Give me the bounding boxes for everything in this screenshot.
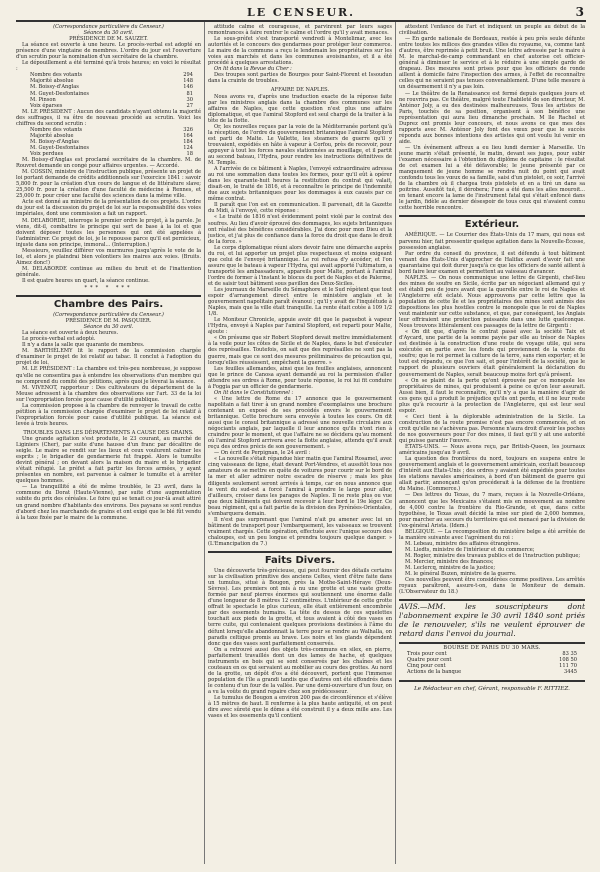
section-heading-chambre-des-pairs: Chambre des Pairs. bbox=[53, 299, 164, 311]
paragraph: Le tumulus de Bougon a environ 200 pas de circonférence et s'élève à 15 mètres de haut. Il renferme à la plus haute antiquité, et on peut dire avec sûreté que le dôme a été construit il y a deux mille ans. Les vases et les ossements qu'il contient bbox=[208, 695, 392, 720]
paragraph: Nous avons vu, d'après une traduction exacte de la réponse faite par les ministres anglais dans la chambre des communes sur les affaires de Naples, que cette question n'est plus une affaire diplomatique, et que l'amiral Stopford est seul chargé de la traiter à la tête de la flotte. bbox=[208, 93, 392, 124]
vote-row: M. Guyet-Desfontaines 124 bbox=[30, 144, 193, 151]
vote-row: Voix éparses 27 bbox=[30, 102, 193, 109]
paragraph: — Des lettres du Texas, du 7 mars, reçues à la Nouvelle-Orléans, annoncent que les Mexicains s'étaient mis en mouvement au nombre de 4,000 contre la frontière du Rio-Grande, et que, dans cette hypothèse, le Texas avait décidé la mise sur pied de 2,000 hommes, pour marcher au secours du territoire qui est menacé par la division de l'ex-général Arista. (Idem.) bbox=[399, 492, 585, 529]
bourse-row: Quatre pour cent 108 50 bbox=[407, 657, 577, 664]
paragraph: Il n'y a dans la salle que quarante de membres. bbox=[22, 342, 145, 349]
paragraph: AMÉRIQUE. — Le Courrier des États-Unis du 17 mars, qui nous est parvenu hier, fait pressentir quelque agitation dans la Nouvelle-Écosse, possession anglaise. bbox=[399, 232, 585, 251]
paragraph: Par ordre du conseil du province, il est défendu à tout bâtiment venant des États-Unis d'approcher de Halifax avant d'avoir fait une quarantaine qui doit durer jusqu'à ce que les officiers de santé aillent à bord faire leur examen et permettent au vaisseau d'avancer. bbox=[399, 250, 585, 275]
editor-signature: Le Rédacteur en chef, Gérant, responsable F. RITTIEZ. bbox=[414, 685, 570, 692]
column-1 bbox=[16, 24, 201, 864]
vote-row: M. Boissy-d'Anglas 184 bbox=[30, 138, 193, 145]
paragraph: Messieurs, veuillez différer vos murmures jusqu'après le vote de la loi, et alors je plaindrai bien volontiers les maires aux voies. (Bruits. Aimez donc!) bbox=[16, 247, 201, 266]
section-rule bbox=[399, 215, 585, 217]
paragraph: BELGIQUE. — La recomposition du ministère belge a été arrêtée de la manière suivante avec l'agrément du roi : bbox=[399, 528, 585, 541]
paragraph: Des troupes sont parties de Bourges pour Saint-Florent et Issoudun dans la crainte de troubles. bbox=[208, 72, 392, 85]
masthead bbox=[16, 6, 586, 22]
session-date: Séance du 30 avril. bbox=[83, 324, 134, 331]
paragraph: La question des frontières du nord, toujours en suspens entre le gouvernement anglais et le gouvernement américain, excitait beaucoup d'intérêt aux États-Unis ; des ordres y avaient été expédiés pour toutes les stations navales américaines, à bord d'un bâtiment de guerre qui allait partir, annonçant qu'on procéderait à la défense de la frontière du Maine. (Commerce.) bbox=[399, 456, 585, 493]
paragraph: — En garde nationale de Bordeaux, restée à peu près seule défunte entre toutes les milices des grandes villes du royaume, va, comme tant d'autres, être reprimée à petit bruit. Une lettre adressée par le maire à M. le marchal-de-camp commandant en chef autorise cet officier-général à diminuer le service et à le réduire à une simple garde de drapeau. Des mesures sont prises pour que les officiers de ronde aillent à domicile faire l'inspection des armes, à l'effet de reconnaître celles qui ne seraient pas tenues convenablement. D'une telle mesure à un désarmement il n'y a pas loin. bbox=[399, 36, 585, 91]
paragraph: Il n'est pas surprenant que l'amiral n'ait pu amener avec lui un bâtiment de transport pour l'embarquement, les vaisseaux se trouvent vraiment chargés. Cette opération, effectuée avec l'unique secours des chaloupes, est un peu longue et prendra toujours quelque danger. » (L'Emancipation du 7.) bbox=[208, 516, 392, 547]
paragraph: — On écrit de Perpignan, le 24 avril : bbox=[214, 450, 311, 457]
section-heading-exterieur: Extérieur. bbox=[464, 219, 520, 231]
vote-row: M. Guyet-Desfontaines 81 bbox=[30, 90, 193, 97]
minister-item: M. Lebeau, ministre des affaires étrangères. bbox=[405, 540, 521, 547]
paragraph: — Un événement affreux a eu lieu lundi dernier à Marseille. Un jeune marin s'était présenté, le matin, devant ses juges, pour subir l'examen nécessaire à l'obtention du diplôme de capitaine : le résultat de cet examen lui a été défavorable; le jeune présenté par ce manquement de jeune homme se rendra nuit du point qui avait confondu tous les vœux de sa famille, saisi d'un pistolet, ce soir, l'arrivé de la chambre où il chargea trois pistolets et en a tiré un dans sa poitrine. Aussitôt tué, il dérobera; l'une a été dans les ailes mouroit... en tenant encore la lame de l'instrument fatal qui s'était enfoncé dans le jardin, fidèle au dernier désespoir de tous ceux qui n'avaient connu cette horrible rencontre. bbox=[399, 144, 585, 212]
paragraph: Il paraît que l'on est en communication. Il parvenait, dit la Gazette du Midi, à l'envoyé, cette réponse : bbox=[208, 202, 392, 215]
bourse-title: BOURSE DE PARIS DU 30 MARS. bbox=[443, 645, 541, 652]
newspaper-title: LE CENSEUR. bbox=[246, 6, 356, 19]
vote-row: M. Boissy-d'Anglas 146 bbox=[30, 84, 193, 91]
minister-item: M. Liedts, ministre de l'intérieur et du commerce; bbox=[405, 546, 535, 553]
paragraph: La commission propose à la chambre de renvoyer le travail de cette pétition à la commission chargée d'examiner le projet de loi relatif à l'expropriation forcée pour cause d'utilité publique. La séance est levée à trois heures. bbox=[16, 402, 201, 427]
separator: *** * *** bbox=[84, 285, 133, 292]
paragraph: « On dit que, d'après le contrat passé avec la société Taix et d'Aycard, une partie de la somme payée par elle au trésor de Naples est destinée à la construction d'une route de voyage utile, qui sera exécutée en partie avec les fonds qui proviennent de la vente du soufre; que le roi permet la culture de la terre, sans rien exporter; et le tout est répandu, ce que l'on sait, et pour l'intérêt de la société, que le rapport de plusieurs ouvriers était généralement la déclaration du gouvernement de Naples, serait beaucoup moins fort qu'à présent. bbox=[399, 329, 585, 378]
paragraph: attitude calme et courageuse, et parvinrent par leurs sages remontrances à faire rentrer le calme et l'ordre qu'il y avait menaces. bbox=[208, 24, 392, 37]
paragraph: M. Boissy-d'Anglas est proclamé secrétaire de la chambre. M. de Rouvret demande un congé pour affaires urgentes. — Accordé. bbox=[16, 157, 201, 170]
paragraph: Or, les nouvelles reçues par la voie de la Méditerranée portent qu'à la réception, de l'ordre du gouvernement britannique l'amiral Stopford est parti de Malte. Le Vallette, les steamers de guerre qu'il y trouvaient, expédiés en hâte à vapeur à Corfou, près de recevoir, pour appuyer à tout les forces navales stationnées au mouillage, et il partit au second bateau, l'Hydra, pour rendre les instructions définitives de M. Temple. bbox=[208, 123, 392, 167]
paragraph: M. BARTHÉLEMY lit le rapport de la commission chargée d'examiner le projet de loi relatif au tabac. Il conclut à l'adoption du projet de loi. bbox=[16, 348, 201, 367]
paragraph: On lit dans le Constitutionnel : bbox=[214, 389, 294, 396]
column-2 bbox=[208, 24, 392, 864]
paragraph: M. LE PRÉSIDENT : La chambre est très-peu nombreuse, je suppose qu'elle ne consentira pas à entendre les observations d'un membre qui ne comprend du comité des pétitions, après quoi je lèverai la séance. bbox=[16, 366, 201, 385]
bourse-row: Cinq pour cent 111 70 bbox=[407, 663, 577, 670]
vote-results-2 bbox=[16, 127, 201, 157]
bourse-row: Actions de la banque 3445 bbox=[407, 669, 577, 676]
paragraph: M. DELABORDE continue au milieu du bruit et de l'inattention générale. bbox=[16, 265, 201, 278]
section-rule bbox=[399, 680, 585, 682]
paragraph: Il est quatre heures un quart, la séance continue. bbox=[22, 277, 150, 284]
paragraph: A l'arrivée de ce bâtiment à Naples, l'envoyé extraordinaire adressa au roi une sommation dans toutes les formes, pour qu'il eût à opérer dans les quarante-huit heures la restitution du contrat qui valait, disait-on, le traité de 1816, et à reconnaître le principe de l'indemnité due aux sujets britanniques pour les dommages à eux causés par ce même contrat. bbox=[208, 166, 392, 203]
minister-item: M. Leclercq, ministre de la justice; bbox=[405, 565, 496, 572]
section-rule bbox=[399, 599, 585, 601]
paragraph: « Ceci tient à la déplorable administration de la Sicile. La construction de la route promise n'est pas encore commencée, et on croit qu'elle ne s'achèvera pas. Personne n'aura droit d'avoir les poches de nos gouverneurs pour l'or des mines, il faut qu'il y ait une autorité qui puisse garantir l'œuvre. bbox=[399, 413, 585, 445]
paragraph: M. COSSIN, ministre de l'instruction publique, présente un projet de loi portant demande de crédits additionnels sur l'exercice 1841 : savoir 5,800 fr. pour la création d'un cours de langue et de littérature slave; 25,500 fr. pour la création d'une faculté de médecine à Rennes, et 25,000 fr. pour créer une faculté des sciences dans la même ville. bbox=[16, 169, 201, 200]
correspondence-note: (Correspondance particulière du Censeur.) bbox=[53, 312, 164, 319]
subscription-notice: AVIS.—MM. les souscripteurs dont l'abonnement expire le 30 avril 1840 sont priés de le renouveler, s'ils ne veulent éprouver de retard dans l'envoi du journal. bbox=[399, 602, 585, 639]
paragraph: « On se plaint de la perte qu'ont éprouvée par ce monopole les propriétaires de mines, qui produisent à peine ce qu'on leur assurait. Aussi bien, il faut le reconnaître, qu'il n'y a que la manière d'agir de ces gens qui a produit le préjudice qu'ils ont perdu, et il ne leur reste plus qu'à recourir à la protection de l'Angleterre, qui est leur seul espoir. bbox=[399, 377, 585, 414]
correspondence-note: (Correspondance particulière du Censeur.) bbox=[53, 24, 164, 30]
section-rule bbox=[16, 295, 201, 297]
paragraph: « La nouvelle s'était répandue hier matin que l'amiral Rosamel, avec cinq vaisseaux de ligne, était devant Port-Vendres, et aussitôt tous nos amateurs de se mettre en quête de voitures pour courir sur le bord de la mer et aller admirer notre escadre de réserve ; mais les plus diligents seulement seront arrivés à temps, car on nous annonce que le vent du sud-est a forcé l'amiral à prendre le large pour aller, d'ailleurs, croiser dans les parages de Naples. Il ne reste plus ou vue que deux bâtiments qui doivent recevoir à leur bord le 19e léger. Ce beau régiment, qui a fait partie de la division des Pyrénées-Orientales, s'embarquera demain. bbox=[208, 456, 392, 517]
bourse-table bbox=[399, 651, 585, 675]
paragraph: La séance est ouverte à deux heures. bbox=[22, 330, 119, 337]
presidency: PRÉSIDENCE DE M. PASQUIER. bbox=[65, 318, 152, 325]
paragraph: On lit dans la Revue du Cher : bbox=[214, 66, 292, 73]
paragraph: On a retrouvé aussi des objets très-communs en silex, en pierre, parfaitement travaillés dont un des lames de hache, et quelques instruments en bois qui se sont conservés par les chaînes et les couteaux en os qui servaient au mobilier au cours des grottes. Au nord de la grotte, un dépôt d'os a été découvert, portent que l'immense population de l'île a grandi tandis que d'autres ont été effondrés dans le contenu d'un four de la vallée. Par une demi-ouverture d'un four, on a vu la voûte du grand repaire chez son prédécesseur. bbox=[208, 646, 392, 695]
vote-row: Majorité absolue 148 bbox=[30, 78, 193, 85]
vote-row: Nombre des votants 326 bbox=[30, 126, 193, 133]
section-rule bbox=[399, 642, 585, 644]
paragraph: Acte est donné au ministre de la présentation de ces projets. L'ordre du jour est la discussion du projet de loi sur la responsabilité des voies impériales, dont une commission a fait un rapport. bbox=[16, 199, 201, 218]
paragraph: « On présume que sir Robert Stopford devait mettre immédiatement à la voile pour les côtes de Sicile et de Naples, dans le but d'exécuter des représailles. Toutefois, on sait que des représailles ne sont pas la guerre, mais que ce sont des mesures préliminaires de précaution qui, lorsqu'elles réussissent, empêchent la guerre. » bbox=[208, 335, 392, 366]
paragraph: Le corps diplomatique réuni alors devoir faire une démarche auprès du roi, et lui apporter un projet plus respectueux et moins exigeant que celui de l'envoyé britannique. Le roi refusa d'y accéder, et l'on assure que le bateau à vapeur l'Hydra, qui avait apporté l'ultimatum, a transporté les ambassadeurs, appareils pour Malte, portant à l'amiral l'ordre de former à l'instant le blocus du port de Naples et de Palerme, et de saisir tout bâtiment sous pavillon des Deux-Siciles. bbox=[208, 244, 392, 287]
column-divider bbox=[395, 22, 396, 864]
vote-results-1 bbox=[16, 72, 201, 108]
bourse-row: Trois pour cent 83 35 bbox=[407, 651, 577, 658]
minister-item: M. Rogier, ministre des travaux publics et de l'instruction publique; bbox=[405, 552, 581, 559]
presidency: PRÉSIDENCE DE M. SAUZET. bbox=[69, 36, 148, 43]
paragraph: M. LE PRÉSIDENT : Aucun des candidats n'ayant obtenu la majorité des suffrages, il va être de nouveau procédé au scrutin. Voici les chiffres du second scrutin : bbox=[16, 108, 201, 127]
paragraph: — Le théâtre de la Renaissance est fermé depuis quelques jours et ne rouvrira pas. Ce théâtre, malgré toute l'habileté de son directeur, M. Anténor Joly, a eu des destinées malheureuses. Tous les artistes de Paris, touchés de sa position, organisent à son bénéfice une représentation qui aura lieu dimanche prochain. M lle Rachel et Duprez ont promis leur concours, et nous avons ce que mes des rapports avec M. Anténor Joly font des vœux pour que le succès répondu aux bonnes intentions des artistes qui ont voulu lui venir en aide. bbox=[399, 90, 585, 145]
paragraph: « Le traité de 1816 n'est évidemment point violé par le contrat des soufres. Au lieu d'avoir éprouvé des dommages, les sujets britanniques ont réalisé des bénéfices considérables. J'ai donc pour mon Dieu et la justice, et j'ai plus de confiance dans la force du droit que dans le droit de la force. » bbox=[208, 214, 392, 245]
paragraph: M. VIVENOT, rapporteur : Des cultivateurs du département de la Meuse adressent à la chambre des observations sur l'art. 33 de la loi sur l'expropriation forcée pour cause d'utilité publique. bbox=[16, 384, 201, 403]
minister-item: M. Mercier, ministre des finances; bbox=[405, 558, 494, 565]
column-divider bbox=[204, 22, 205, 864]
paragraph: Le dépouillement a été terminé qu'à trois heures; en voici le résultat : bbox=[16, 60, 201, 73]
section-rule bbox=[208, 551, 392, 553]
subheading-troubles: TROUBLES DANS LES DÉPARTEMENTS A CAUSE DES GRAINS. bbox=[23, 429, 194, 436]
paragraph: Une découverte très-précieuse, qui peut fournir des détails certains sur la civilisation primitive des anciens Celtes, vient d'être faite dans un tumulus, situé à Bougon, près la Mothe-Saint-Héraye (Deux-Sèvres). Les premiers ont mis à nu une grotte et une vaste grotte formée par neuf pierres énormes qui soutiennent une énorme dalle d'une longueur de 8 mètres 12 centimètres. L'intérieur de cette grotte offrait le spectacle le plus curieux, elle était entièrement encombrée par des ossements humains. La tête du dessus de ces squelettes touchait aux pieds de la grotte, et tous avaient à côté des vases en terre cuite, qui contenaient quelques provisions destinées à l'âme du défunt lorsqu'elle abandonnait la terre pour se rendre au Walhalla, on paradis celtique promis au brave. Les noirs et les glands dépendent donc que des vases sont parfaitement conservés. bbox=[208, 568, 392, 647]
page-number: 3 bbox=[575, 5, 584, 19]
paragraph: M. DELABORDE, interroge le premier ordre le projet, à la parole. Je viens, dit-il, combattre le principe qui sert de base à la loi et que doivent déposer toutes les personnes qui ont été appelées à l'administrer. Ce projet de loi, je le repousse parce qu'il est pernicieux, injuste dans son principe, immoral... (Interruption.) bbox=[16, 217, 201, 248]
column-3 bbox=[399, 24, 585, 864]
paragraph: Ces nouvelles peuvent être considérées comme positives. Les arrêtés royaux paraîtront, assure-t-on, dans le Moniteur de demain. (L'Observateur du 18.) bbox=[399, 577, 585, 596]
paragraph: « Une lettre de Rome du 17 annonce que le gouvernement napolitain a fait tirer à un grand nombre d'exemplaires une brochure contenant un exposé de ses procédés envers le gouvernement britannique. Cette brochure sera envoyée à toutes les cours. On dit aussi que le consul britannique a adressé une nouvelle circulaire aux négociants anglais, par laquelle il leur annonce qu'ils n'ont rien à craindre pour le moment, et que l'affaire ne se décidera qu'au moment où l'amiral Stopford arrivera avec la flotte anglaise, attendu qu'il avait reçu des ordres précis de son gouvernement. » bbox=[208, 395, 392, 451]
section-heading-faits-divers: Faits Divers. bbox=[264, 555, 336, 567]
paragraph: Les journaux de Marseille du Sémaphore et le Sud répètent que tout espoir d'arrangement direct entre le ministère anglais et le gouvernement napolitain paraît évanoui ; qu'il y avait de l'inquiétude à Naples, mais que la ville était tranquille. La rente était cotée à 109 1/2 1/8. bbox=[208, 287, 392, 318]
vote-row: Majorité absolue 164 bbox=[30, 132, 193, 139]
paragraph: Le Moniteur Chronicle, appuie avoir dit que le paquebot à vapeur l'Hydra, envoyé à Naples par l'amiral Stopford, est reparti pour Malte, ajoute : bbox=[208, 317, 392, 336]
paragraph: attestent l'enfance de l'art et indiquent un peuple au début de la civilisation. bbox=[399, 24, 585, 37]
vote-row: M. Pinson 30 bbox=[30, 96, 193, 103]
paragraph: Les feuilles allemandes, ainsi que les feuilles anglaises, annoncent que le prince de Canosa ayant demandé au roi la permission d'aller attendre ses ordres à Rome, pour toute réponse, le roi lui fit conduire à Foggia par un officier de gendarmerie. bbox=[208, 365, 392, 390]
subheading-naples: AFFAIRE DE NAPLES. bbox=[270, 87, 330, 94]
paragraph: — La tranquillité a été de même troublée, le 23 avril, dans la commune du Dorat (Haute-Vienne), par suite d'une augmentation subite du prix des céréales. Le foire qui se tenait ce jour-là avait attiré un grand nombre d'habitants des environs. Des paysans se sont rendus d'abord chez les marchands de grains et ont exigé que le blé fût vendu à la taxe fixée par le maire de la commune. bbox=[16, 484, 201, 521]
paragraph: ÉTATS-UNIS. — Nous avons reçu, par British-Queen, les journaux américains jusqu'au 9 avril. bbox=[399, 444, 585, 457]
paragraph: La séance est ouverte à une heure. Le procès-verbal est adopté en présence d'une vingtaine de membres. L'ordre du jour est l'ouverture d'un scrutin pour la nomination d'un secrétaire de la chambre. bbox=[16, 42, 201, 61]
vote-row: Nombre des votants 294 bbox=[30, 72, 193, 79]
paragraph: Le procès-verbal est adopté. bbox=[22, 336, 96, 343]
session-date: Séance du 30 avril. bbox=[83, 30, 134, 37]
vote-row: Voix perdues 18 bbox=[30, 150, 193, 157]
paragraph: NAPLES. — On nous communique une lettre de Girgenti, chef-lieu des mines de soufre en Sicile, écrite par un négociant allemand qui y est établi peu de jours avant que la querelle entre le roi de Naples et l'Angleterre eût éclaté. Nous approuvons par cette lettre que la population de cette île et les propriétaires des mines sont animés des dispositions les plus hostiles contre le monopole que le roi de Naples veut maintenir sur cette substance, et que, par conséquent, les Anglais leur offriraient une protection puissante dans une lutte quelconque. Nous trouvons littéralement ces passages de la lettre de Girgenti : bbox=[399, 274, 585, 330]
paragraph: Le sous-préfet s'est transporté vendredi à Montelimar, avec les autorités et le concours des gendarmes pour protéger leur commerce. Le maire de la commune a reçu le lendemain les propriétaires sur les voies aux marchés et dans les communes avoisinantes, et il a été procédé à quelques arrestations. bbox=[208, 36, 392, 67]
minister-item: M. le général Buzen, ministre de la guerre. bbox=[405, 571, 517, 578]
paragraph: Une grande agitation s'est produite, le 23 courant, au marché de Liginiers (Cher), par suite d'une hausse d'un franc par décalitre de seigle. Le maire se rendit sur les lieux et ceux voulurent calmer les esprits ; le brigadier de gendarmerie fut frappé. Alors le tumulte devint général ; on devant alors la maison du maire et le brigadier s'était réfugié. Le préfet a fait partir les forces armées, y ayant présentes en nombre, est parvenue à calmer le tumulte et à arrêter quelques hommes. bbox=[16, 436, 201, 485]
